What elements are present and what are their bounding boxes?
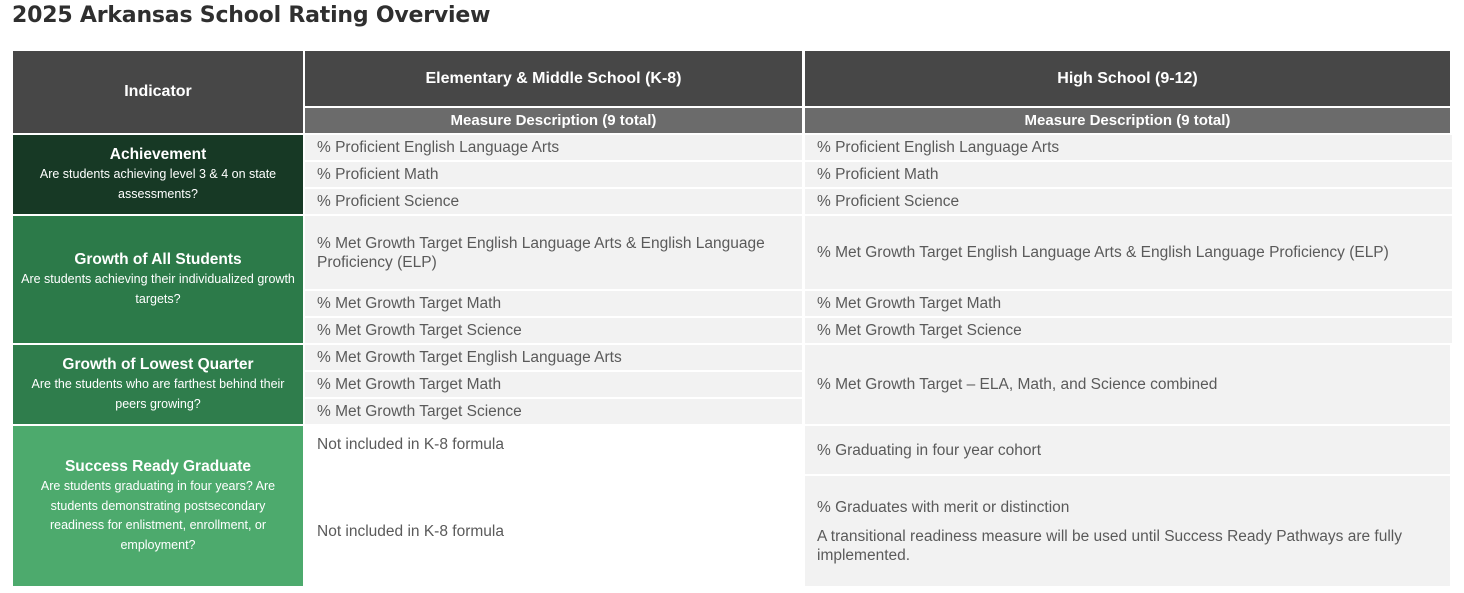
k8-cell: % Met Growth Target English Language Arts & English Language Proficiency (ELP) [305, 216, 802, 289]
high-school-header: High School (9-12) [805, 51, 1450, 106]
indicator-question: Are students graduating in four years? Are students demonstrating postsecondary readiness for enlistment, enrollment, or employment? [40, 479, 276, 552]
indicator-growth-all [13, 216, 303, 343]
k8-cell: % Met Growth Target Science [305, 399, 802, 424]
hs-cell: % Proficient Science [805, 189, 1452, 214]
k8-cell: % Proficient Science [305, 189, 802, 214]
hs-measure-merit: % Graduates with merit or distinction [817, 498, 1070, 516]
hs-cell: % Met Growth Target English Language Arts & English Language Proficiency (ELP) [805, 216, 1452, 289]
indicator-header: Indicator [13, 51, 303, 133]
k8-cell: % Met Growth Target English Language Arts [305, 345, 802, 370]
k8-cell: % Met Growth Target Math [305, 291, 802, 316]
k8-measure-subheader: Measure Description (9 total) [305, 108, 802, 133]
indicator-title: Achievement [109, 146, 207, 163]
hs-cell: % Proficient Math [805, 162, 1452, 187]
indicator-achievement [13, 135, 303, 214]
hs-cell: % Graduating in four year cohort [805, 426, 1450, 474]
hs-cell [805, 476, 1450, 586]
k8-cell: Not included in K-8 formula [305, 426, 802, 474]
indicator-growth-lowest [13, 345, 303, 424]
hs-measure-subheader: Measure Description (9 total) [805, 108, 1450, 133]
indicator-title: Growth of All Students [74, 251, 242, 268]
hs-cell: % Met Growth Target Math [805, 291, 1452, 316]
k8-cell: % Proficient Math [305, 162, 802, 187]
k8-cell: % Met Growth Target Science [305, 318, 802, 343]
indicator-question: Are the students who are farthest behind their peers growing? [31, 377, 285, 411]
hs-cell: % Met Growth Target – ELA, Math, and Science combined [805, 345, 1450, 424]
indicator-title: Growth of Lowest Quarter [62, 356, 254, 373]
indicator-question: Are students achieving their individualized growth targets? [21, 272, 295, 306]
k8-cell: Not included in K-8 formula [305, 476, 802, 586]
hs-cell: % Met Growth Target Science [805, 318, 1452, 343]
hs-transitional-note: A transitional readiness measure will be used until Success Ready Pathways are fully implemented. [817, 527, 1402, 564]
hs-cell: % Proficient English Language Arts [805, 135, 1452, 160]
indicator-title: Success Ready Graduate [64, 458, 252, 475]
indicator-question: Are students achieving level 3 & 4 on state assessments? [39, 167, 277, 201]
k8-cell: % Met Growth Target Math [305, 372, 802, 397]
page-title: 2025 Arkansas School Rating Overview [12, 3, 491, 28]
k8-cell: % Proficient English Language Arts [305, 135, 802, 160]
elementary-header: Elementary & Middle School (K-8) [305, 51, 802, 106]
indicator-success-ready [13, 426, 303, 586]
